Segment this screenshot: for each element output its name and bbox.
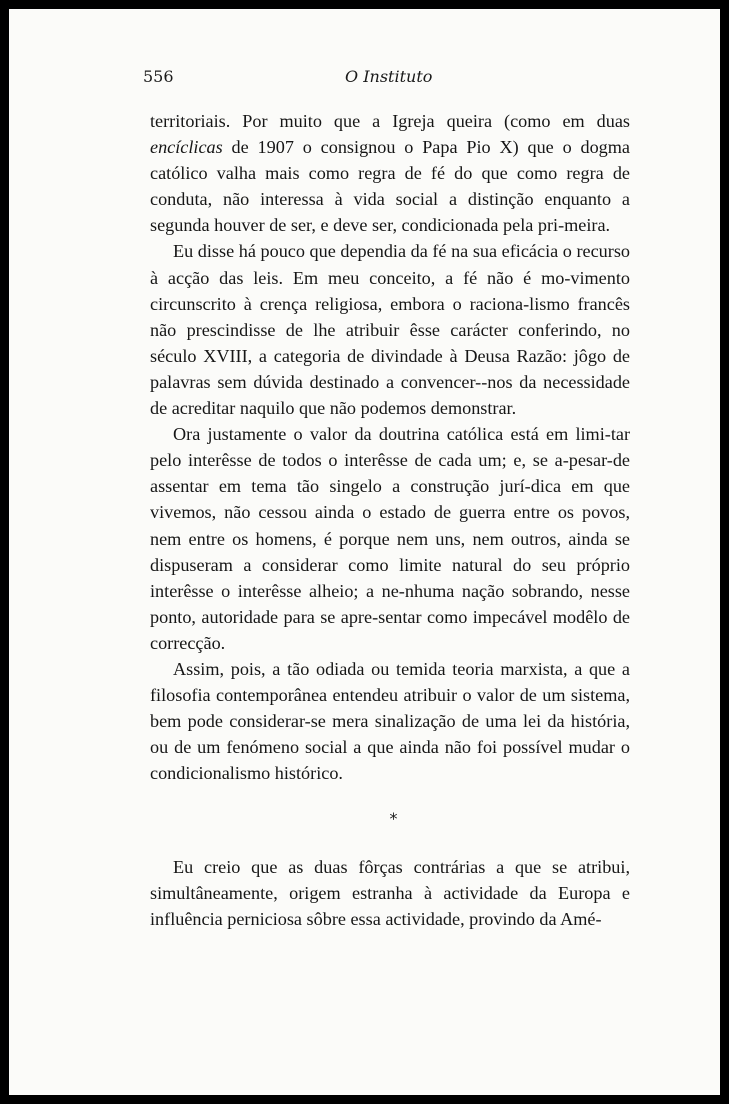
book-page xyxy=(9,9,720,1095)
section-separator xyxy=(9,809,720,828)
text-run: Eu disse há pouco que dependia da fé na sua eficácia o recurso à acção das leis. Em meu conceito, a fé não é mo-vimento circunscrito à crença religiosa, embora o raciona-lismo francês não prescindisse de lhe atribuir êsse carácter conferindo, no século XVIII, a categoria de divindade à Deusa Razão: jôgo de palavras sem dúvida destinado a convencer--nos da necessidade de acreditar naquilo que não podemos demonstrar. xyxy=(150,241,630,419)
page-number: 556 xyxy=(143,67,174,86)
text-run: Assim, pois, a tão odiada ou temida teoria marxista, a que a filosofia contemporânea entendeu atribuir o valor de um sistema, bem pode considerar-se mera sinalização de uma lei da história, ou de um fenómeno social a que ainda não foi possível mudar o condicionalismo histórico. xyxy=(150,658,630,784)
paragraph-5: Eu creio que as duas fôrças contrárias a que se atribui, simultâneamente, origem estranha à actividade da Europa e influência perniciosa sôbre essa actividade, provindo da Amé- xyxy=(150,857,630,930)
paragraph-2 xyxy=(150,238,630,421)
asterisk-ornament: * xyxy=(389,809,398,828)
italic-term: encíclicas xyxy=(150,137,223,158)
text-run: territoriais. Por muito que a Igreja queira (como em duas xyxy=(150,111,630,131)
page-header xyxy=(9,67,720,93)
main-text xyxy=(150,108,630,786)
paragraph-3 xyxy=(150,421,630,656)
continued-text xyxy=(150,854,630,932)
text-run: de 1907 o consignou o Papa Pio X) que o dogma católico valha mais como regra de fé do que como regra de conduta, não interessa à vida social a distinção enquanto a segunda houver de ser, e deve ser, condicionada pela pri-meira. xyxy=(150,137,630,236)
text-run: Ora justamente o valor da doutrina católica está em limi-tar pelo interêsse de todos o interêsse de cada um; e, se a-pesar-de assentar em tema tão singelo a construção jurí-dica em que vivemos, não cessou ainda o estado de guerra entre os povos, nem entre os homens, é porque nem uns, nem outros, ainda se dispuseram a considerar como limite natural do seu próprio interêsse o interêsse alheio; a ne-nhuma nação sobrando, nesse ponto, autoridade para se apre-sentar como impecável modêlo de correcção. xyxy=(150,424,630,653)
running-title: O Instituto xyxy=(345,67,433,86)
paragraph-4 xyxy=(150,656,630,786)
paragraph-1 xyxy=(150,108,630,238)
